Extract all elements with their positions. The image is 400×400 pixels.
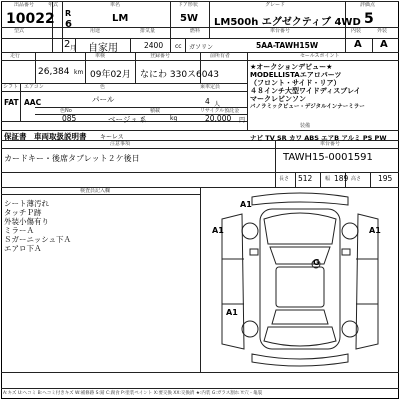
month-value: 2 bbox=[64, 39, 71, 50]
loading-unit: kg bbox=[170, 115, 178, 122]
exterior-score-label: 外装 bbox=[377, 28, 388, 34]
damage-mark: A1 bbox=[240, 200, 252, 209]
sales-point-line: ４８インチ大型ワイドディスプレイ bbox=[250, 87, 361, 95]
sales-point-line: マークレビンソン bbox=[250, 95, 306, 103]
damage-mark: A1 bbox=[369, 226, 381, 235]
wheel-front-left bbox=[242, 223, 258, 239]
rear-bumper bbox=[252, 354, 348, 366]
notes-label: 注意事項 bbox=[110, 141, 131, 147]
inspector-note: 外装小傷有り bbox=[4, 217, 49, 226]
doors-value: 5W bbox=[180, 13, 198, 24]
mirror-right bbox=[342, 249, 350, 255]
shift-label: シフト bbox=[3, 84, 19, 90]
car-body-top-view bbox=[260, 209, 340, 349]
score-label: 評価点 bbox=[360, 2, 376, 8]
keyless: キーレス bbox=[100, 134, 124, 141]
recycle-unit: 円 bbox=[239, 117, 246, 124]
inspector-notes-label: 検査員記入欄 bbox=[80, 188, 111, 194]
chassis-label: 車台番号 bbox=[270, 28, 291, 34]
seats-value: 4 bbox=[205, 97, 210, 106]
make-name: LM bbox=[112, 13, 129, 24]
recycle-label: リサイクル預託金 bbox=[200, 108, 240, 114]
rear-panel bbox=[264, 327, 336, 346]
roof-panel bbox=[276, 267, 324, 307]
damage-mark: A1 bbox=[226, 308, 238, 317]
displacement-unit: cc bbox=[175, 43, 182, 50]
ac-label: エアコン bbox=[24, 84, 44, 90]
sales-point-line: パノラミックビュー・デジタルインナーミラー bbox=[250, 104, 365, 110]
legend-text: A:キズ U:ヘコミ B:ヘコミ付きキズ W:補修跡 S:錆 C:腐食 P:塗装ペイント X:要交換 XX:交換済 ★:内装 G:ガラス割れ Y:穴・亀裂 bbox=[3, 391, 263, 396]
recycle-value: 20,000 bbox=[205, 114, 232, 123]
previous-owner-label: 前所有者 bbox=[210, 53, 231, 59]
type-label: 型式 bbox=[14, 28, 25, 34]
plate-value: なにわ 330ス6043 bbox=[140, 70, 219, 80]
grade-label: グレード bbox=[265, 2, 286, 8]
sales-point-label: セールスポイント bbox=[300, 53, 340, 59]
trim-suffix: 系 bbox=[140, 117, 147, 124]
grade-value: LM500h エグゼクティブ 4WD bbox=[214, 17, 361, 28]
color-value: パール bbox=[92, 95, 115, 104]
year-label: 年式 bbox=[48, 2, 59, 8]
interior-score-label: 内装 bbox=[351, 28, 362, 34]
color-no-label: 色No bbox=[60, 108, 72, 114]
damage-mark: A1 bbox=[212, 226, 224, 235]
left-side-profile bbox=[222, 214, 244, 349]
plate-label: 登録番号 bbox=[150, 53, 171, 59]
inspection-value: 09年02月 bbox=[90, 70, 131, 80]
exterior-grade: A bbox=[380, 39, 388, 50]
displacement-label: 排気量 bbox=[140, 28, 156, 34]
length-label: 長さ bbox=[279, 176, 290, 182]
purpose-label: 用途 bbox=[90, 28, 101, 34]
lot-label: 出品番号 bbox=[14, 2, 35, 8]
mileage-label: 走行 bbox=[10, 53, 21, 59]
doors-label: ドア形状 bbox=[178, 2, 198, 8]
score-value: 5 bbox=[364, 11, 374, 27]
hood-panel bbox=[264, 213, 336, 244]
displacement-value: 2400 bbox=[144, 41, 164, 50]
wheel-rear-right bbox=[342, 321, 358, 337]
wheel-front-right bbox=[342, 223, 358, 239]
chassis-number: TAWH15-0001591 bbox=[283, 152, 373, 163]
mirror-left bbox=[250, 249, 258, 255]
inspector-note: シート薄汚れ bbox=[4, 199, 49, 208]
interior-grade: A bbox=[354, 39, 362, 50]
inspector-note: ミラーＡ bbox=[4, 226, 34, 235]
fuel-value: ガソリン bbox=[189, 44, 214, 51]
wheel-rear-left bbox=[242, 321, 258, 337]
make-label: 車名 bbox=[110, 2, 121, 8]
shift-value: FAT bbox=[4, 98, 19, 107]
manual: 車両取扱説明書 bbox=[34, 132, 87, 141]
ac-value: AAC bbox=[24, 98, 42, 107]
front-bumper bbox=[252, 193, 348, 205]
height-value: 195 bbox=[378, 174, 393, 183]
rear-window bbox=[272, 310, 328, 324]
loading-label: 積載 bbox=[150, 108, 161, 114]
color-label: 色 bbox=[100, 84, 106, 90]
era: R bbox=[65, 9, 72, 18]
fuel-label: 燃料 bbox=[190, 28, 201, 34]
length-value: 512 bbox=[298, 174, 313, 183]
inspector-note: Ｓガーニッシュ下Ａ bbox=[4, 235, 72, 244]
lot-number: 10022 bbox=[6, 11, 55, 27]
model-year: 6 bbox=[65, 19, 72, 30]
width-value: 189 bbox=[334, 174, 349, 183]
car-diagram bbox=[202, 189, 398, 372]
trim-color: ベージュ bbox=[108, 115, 138, 124]
height-label: 高さ bbox=[351, 176, 362, 182]
equipment-value: ナビ TV SR カワ ABS エアB アルミ PS PW bbox=[250, 134, 387, 142]
sales-point-line: （フロント・サイド・リア） bbox=[250, 79, 341, 87]
inspector-note: タッチＰ跡 bbox=[4, 208, 42, 217]
warranty: 保証書 bbox=[4, 132, 27, 141]
sales-point-line: ★オークションデビュー★ bbox=[250, 63, 333, 71]
mileage-unit: km bbox=[74, 69, 84, 76]
chassis-no-label: 車台番号 bbox=[320, 141, 341, 147]
sales-point-line: MODELLISTAエアロパーツ bbox=[250, 71, 342, 79]
month-unit: 月 bbox=[70, 45, 77, 52]
inspector-note: エアロ下Ａ bbox=[4, 244, 42, 253]
width-label: 幅 bbox=[325, 176, 331, 182]
glass-mark: G bbox=[313, 258, 320, 267]
purpose-value: 自家用 bbox=[88, 43, 118, 54]
chassis-code: 5AA-TAWH15W bbox=[256, 41, 319, 50]
equipment-label: 装備 bbox=[300, 123, 311, 129]
notes-text: カードキー・後席タブレット２ケ後日 bbox=[4, 154, 140, 163]
seats-unit: 人 bbox=[214, 101, 221, 108]
windshield bbox=[270, 247, 330, 264]
mileage-value: 26,384 bbox=[38, 67, 70, 77]
inspection-label: 車検 bbox=[95, 53, 106, 59]
color-code: 085 bbox=[62, 114, 77, 123]
seats-label: 乗車定員 bbox=[200, 84, 221, 90]
